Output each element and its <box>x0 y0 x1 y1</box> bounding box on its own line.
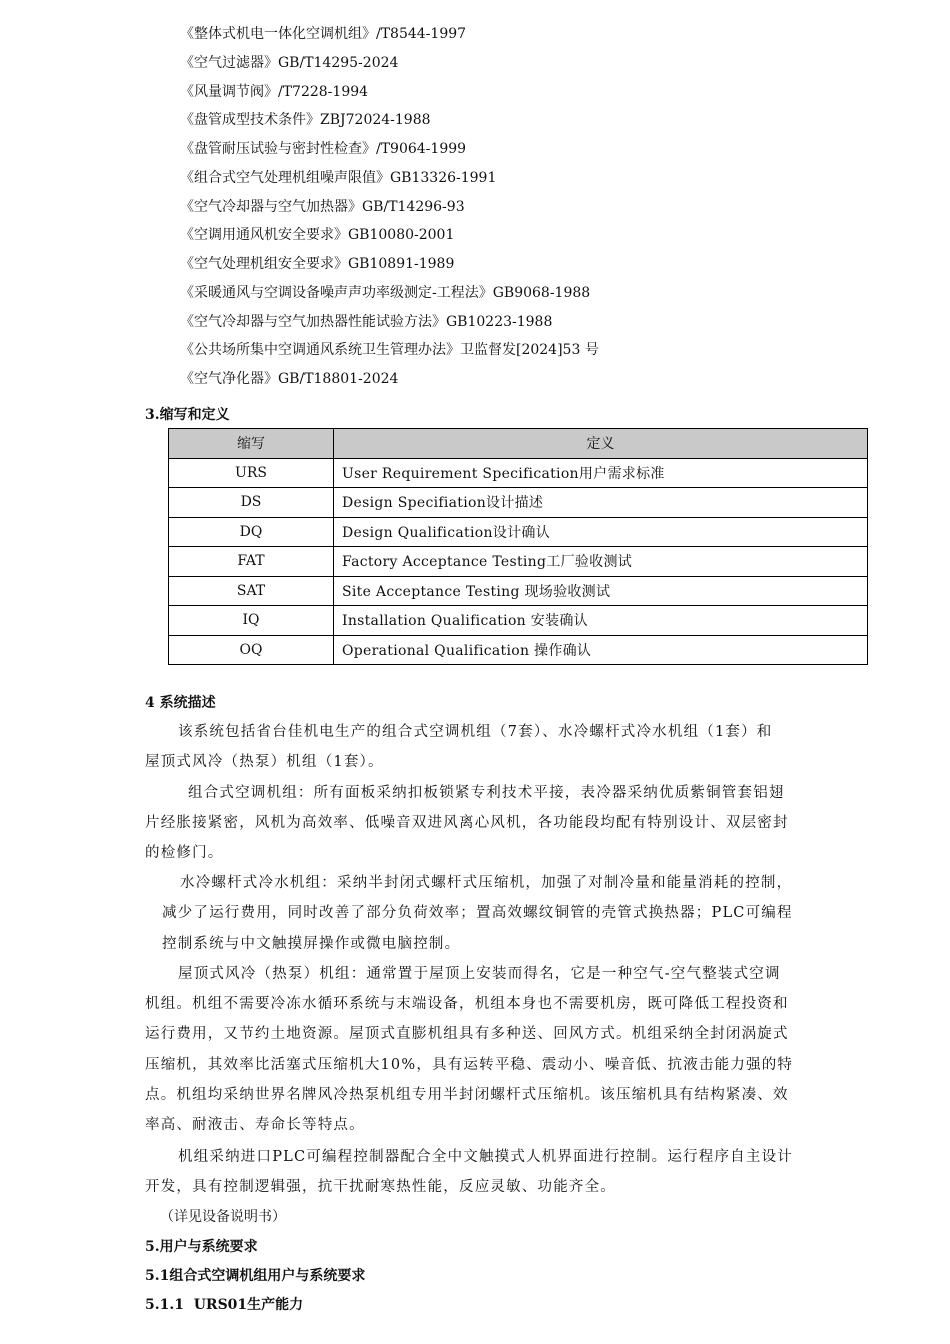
table-row <box>169 517 868 547</box>
table-row <box>169 458 868 488</box>
standard-item: 《空气冷却器与空气加热器》GB/T14296-93 <box>180 199 465 215</box>
standard-item: 《空气过滤器》GB/T14295-2024 <box>180 55 399 71</box>
standard-item: 《空气处理机组安全要求》GB10891-1989 <box>180 256 455 272</box>
paragraph-line: 点。机组均采纳世界名牌风冷热泵机组专用半封闭螺杆式压缩机。该压缩机具有结构紧凑、效 <box>145 1087 789 1103</box>
definition-cell: Operational Qualification 操作确认 <box>334 635 868 665</box>
definition-cell: Factory Acceptance Testing工厂验收测试 <box>334 547 868 577</box>
see-manual-note: （详见设备说明书） <box>160 1209 286 1225</box>
abbr-cell: URS <box>169 458 334 488</box>
paragraph-line: 片经胀接紧密，风机为高效率、低噪音双进风离心风机，各功能段均配有特别设计、双层密封 <box>145 815 789 831</box>
paragraph-line: 控制系统与中文触摸屏操作或微电脑控制。 <box>162 936 461 952</box>
section-5-1-1-heading: 5.1.1 URS01生产能力 <box>145 1297 304 1313</box>
table-row <box>169 547 868 577</box>
paragraph-line: 率高、耐液击、寿命长等特点。 <box>145 1117 365 1133</box>
standard-item: 《空气净化器》GB/T18801-2024 <box>180 371 399 387</box>
abbreviation-table <box>168 428 868 665</box>
paragraph-line: 组合式空调机组：所有面板采纳扣板锁紧专利技术平接，表冷器采纳优质紫铜管套铝翅 <box>188 785 785 801</box>
standard-item: 《风量调节阀》/T7228-1994 <box>180 84 369 100</box>
paragraph-line: 减少了运行费用，同时改善了部分负荷效率；置高效螺纹铜管的壳管式换热器；PLC可编程 <box>162 905 793 921</box>
abbr-cell: DQ <box>169 517 334 547</box>
definition-cell: Installation Qualification 安装确认 <box>334 606 868 636</box>
paragraph-line: 运行费用，又节约土地资源。屋顶式直膨机组具有多种送、回风方式。机组采纳全封闭涡旋式 <box>145 1026 789 1042</box>
paragraph-line: 屋顶式风冷（热泵）机组：通常置于屋顶上安装而得名，它是一种空气-空气整装式空调 <box>178 966 781 982</box>
paragraph-line: 水冷螺杆式冷水机组：采纳半封闭式螺杆式压缩机，加强了对制冷量和能量消耗的控制， <box>180 875 793 891</box>
definition-cell: User Requirement Specification用户需求标准 <box>334 458 868 488</box>
paragraph-line: 机组。机组不需要冷冻水循环系统与末端设备，机组本身也不需要机房，既可降低工程投资和 <box>145 996 789 1012</box>
table-row <box>169 576 868 606</box>
section-4-heading: 4 系统描述 <box>145 695 216 711</box>
abbr-cell: IQ <box>169 606 334 636</box>
paragraph-line: 开发，具有控制逻辑强，抗干扰耐寒热性能，反应灵敏、功能齐全。 <box>145 1179 616 1195</box>
definition-cell: Design Qualification设计确认 <box>334 517 868 547</box>
standard-item: 《公共场所集中空调通风系统卫生管理办法》卫监督发[2024]53 号 <box>180 342 599 358</box>
paragraph-line: 的检修门。 <box>145 845 224 861</box>
paragraph-line: 压缩机，其效率比活塞式压缩机大10%，具有运转平稳、震动小、噪音低、抗液击能力强的特 <box>145 1057 794 1073</box>
standard-item: 《空气冷却器与空气加热器性能试验方法》GB10223-1988 <box>180 314 553 330</box>
standard-item: 《空调用通风机安全要求》GB10080-2001 <box>180 227 455 243</box>
paragraph-line: 屋顶式风冷（热泵）机组（1套）。 <box>145 754 384 770</box>
header-definition: 定义 <box>334 429 868 459</box>
abbr-cell: OQ <box>169 635 334 665</box>
section-5-heading: 5.用户与系统要求 <box>145 1239 258 1255</box>
table-header-row <box>169 429 868 459</box>
standard-item: 《盘管耐压试验与密封性检查》/T9064-1999 <box>180 141 467 157</box>
table-row <box>169 635 868 665</box>
standard-item: 《整体式机电一体化空调机组》/T8544-1997 <box>180 26 467 42</box>
definition-cell: Site Acceptance Testing 现场验收测试 <box>334 576 868 606</box>
table-row <box>169 606 868 636</box>
definition-cell: Design Specifiation设计描述 <box>334 488 868 518</box>
standard-item: 《组合式空气处理机组噪声限值》GB13326-1991 <box>180 170 497 186</box>
paragraph-line: 机组采纳进口PLC可编程控制器配合全中文触摸式人机界面进行控制。运行程序自主设计 <box>178 1149 793 1165</box>
header-abbreviation: 缩写 <box>169 429 334 459</box>
section-5-1-heading: 5.1组合式空调机组用户与系统要求 <box>145 1268 366 1284</box>
table-row <box>169 488 868 518</box>
standard-item: 《盘管成型技术条件》ZBJ72024-1988 <box>180 112 431 128</box>
section-3-heading: 3.缩写和定义 <box>145 407 230 423</box>
paragraph-line: 该系统包括省台佳机电生产的组合式空调机组（7套）、水冷螺杆式冷水机组（1套）和 <box>178 724 773 740</box>
standard-item: 《采暖通风与空调设备噪声声功率级测定-工程法》GB9068-1988 <box>180 285 591 301</box>
abbr-cell: SAT <box>169 576 334 606</box>
abbr-cell: FAT <box>169 547 334 577</box>
abbr-cell: DS <box>169 488 334 518</box>
